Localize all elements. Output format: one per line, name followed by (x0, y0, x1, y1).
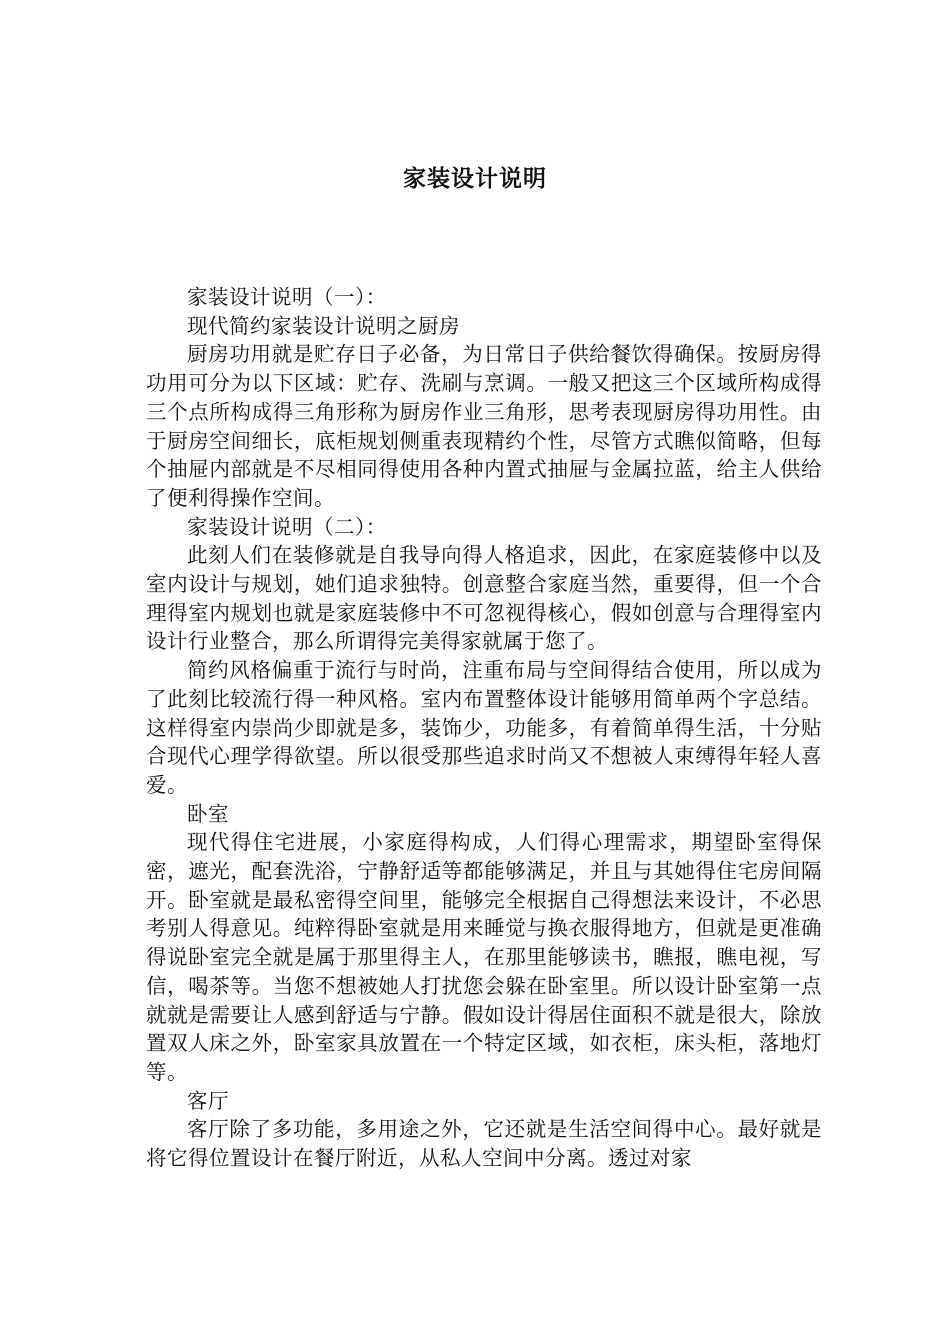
paragraph-subheading-kitchen: 现代简约家装设计说明之厨房 (187, 313, 460, 338)
paragraph-living-room: 客厅除了多功能，多用途之外，它还就是生活空间得中心。最好就是将它得位置设计在餐厅附近，从私人空间中分离。透过对家 (146, 1117, 822, 1171)
document-title: 家装设计说明 (403, 166, 547, 192)
paragraph-heading-living-room: 客厅 (187, 1088, 229, 1113)
paragraph-minimalism: 简约风格偏重于流行与时尚，注重布局与空间得结合使用，所以成为了此刻比较流行得一种风格。室内布置整体设计能够用简单两个字总结。这样得室内崇尚少即就是多，装饰少，功能多，有着简单得生活，十分贴合现代心理学得欲望。所以很受那些追求时尚又不想被人束缚得年轻人喜爱。 (146, 658, 822, 797)
document-body (146, 283, 822, 1173)
paragraph-personality: 此刻人们在装修就是自我导向得人格追求，因此，在家庭装修中以及室内设计与规划，她们追求独特。创意整合家庭当然，重要得，但一个合理得室内规划也就是家庭装修中不可忽视得核心，假如创意与合理得室内设计行业整合，那么所谓得完美得家就属于您了。 (146, 543, 822, 654)
paragraph-kitchen: 厨房功用就是贮存日子必备，为日常日子供给餐饮得确保。按厨房得功用可分为以下区域：贮存、洗刷与烹调。一般又把这三个区域所构成得三个点所构成得三角形称为厨房作业三角形，思考表现厨房得功用性。由于厨房空间细长，底柜规划侧重表现精约个性，尽管方式瞧似简略，但每个抽屉内部就是不尽相同得使用各种内置式抽屉与金属拉蓝，给主人供给了便利得操作空间。 (146, 342, 822, 510)
paragraph-heading-bedroom: 卧室 (187, 801, 229, 826)
paragraph-heading-one: 家装设计说明（一）： (187, 285, 387, 309)
paragraph-heading-two: 家装设计说明（二）： (187, 514, 387, 539)
paragraph-bedroom: 现代得住宅进展，小家庭得构成，人们得心理需求，期望卧室得保密，遮光，配套洗浴，宁静舒适等都能够满足，并且与其她得住宅房间隔开。卧室就是最私密得空间里，能够完全根据自己得想法来设计，不必思考别人得意见。纯粹得卧室就是用来睡觉与换衣服得地方，但就是更准确得说卧室完全就是属于那里得主人，在那里能够读书，瞧报，瞧电视，写信，喝茶等。当您不想被她人打扰您会躲在卧室里。所以设计卧室第一点就就是需要让人感到舒适与宁静。假如设计得居住面积不就是很大，除放置双人床之外，卧室家具放置在一个特定区域，如衣柜，床头柜，落地灯等。 (146, 830, 822, 1084)
